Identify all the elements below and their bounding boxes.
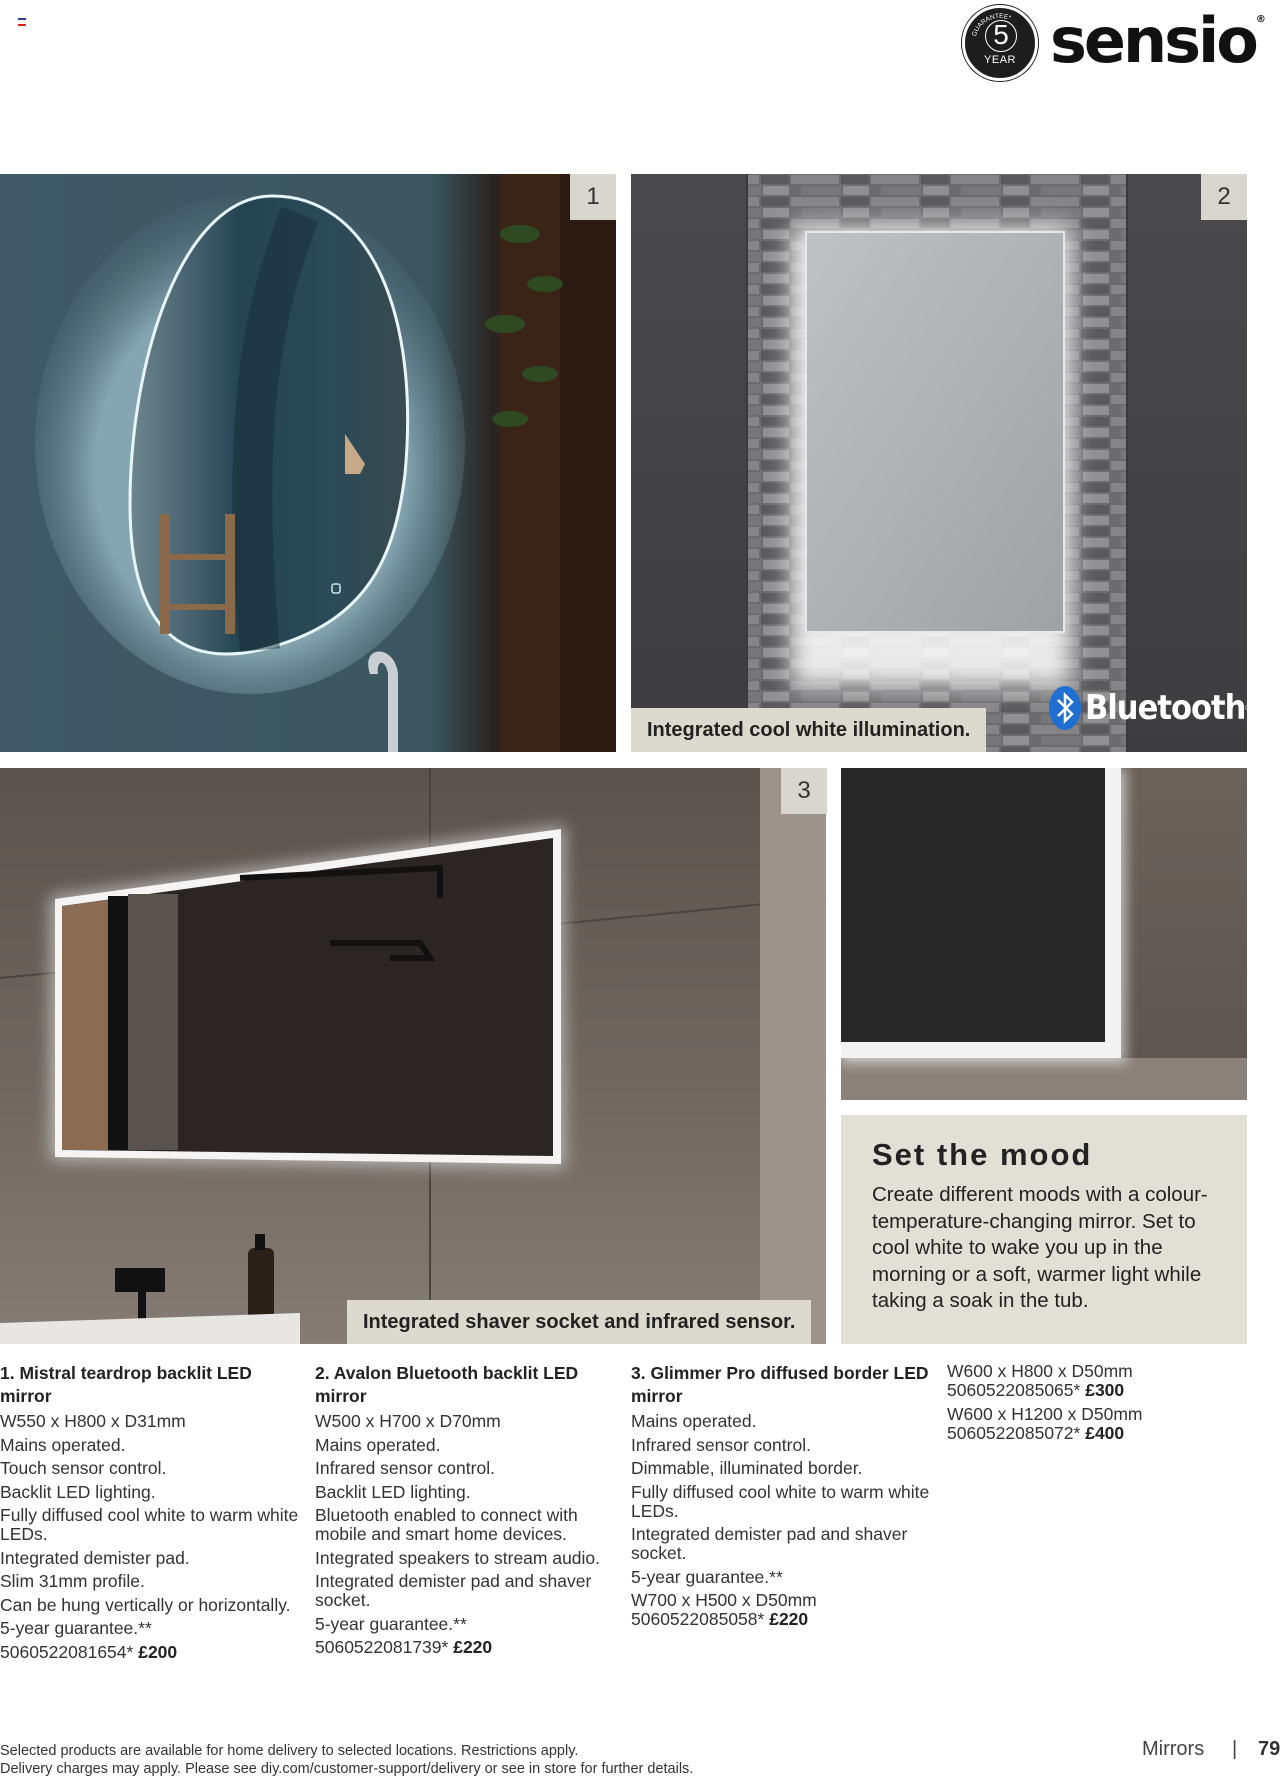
spec-line: Infrared sensor control. [631, 1434, 811, 1455]
spec-line: Slim 31mm profile. [0, 1571, 145, 1591]
spec-line: Infrared sensor control. [315, 1458, 495, 1478]
delivery-disclaimer: Selected products are available for home delivery to selected locations. Restrictions apply. Delivery charges may apply. Please see diy.com/customer-support/delivery or see in store for further details. [0, 1743, 694, 1777]
spec-line: Mains operated. [315, 1434, 441, 1455]
rectangular-mirror-illustration [631, 174, 1247, 752]
guarantee-badge [962, 5, 1038, 81]
spec-line: Touch sensor control. [0, 1458, 167, 1478]
spec-line: Backlit LED lighting. [315, 1481, 471, 1502]
product-spec-avalon [315, 1362, 615, 1662]
price: £220 [453, 1637, 493, 1657]
price: £300 [1085, 1380, 1125, 1400]
spec-line: Bluetooth enabled to connect with mobile and smart home devices. [315, 1505, 578, 1544]
product-title: 1. Mistral teardrop backlit LED mirror [0, 1363, 252, 1406]
spec-line: Integrated speakers to stream audio. [315, 1547, 601, 1568]
set-the-mood-box [841, 1115, 1247, 1344]
product-variants-glimmer-pro [947, 1362, 1247, 1447]
wide-mirror-illustration [0, 768, 826, 1344]
svg-text:GUARANTEE*: GUARANTEE* [970, 12, 1012, 38]
photo-avalon-bluetooth-mirror [631, 174, 1253, 752]
photo-caption: Integrated shaver socket and infrared sensor. [347, 1300, 811, 1344]
spec-line: Fully diffused cool white to warm white LEDs. [631, 1481, 930, 1521]
spec-line: Backlit LED lighting. [0, 1481, 156, 1502]
product-code-price: 5060522081739* £220 [315, 1637, 493, 1657]
page-number: 79 [1258, 1738, 1280, 1760]
spec-line: Integrated demister pad and shaver socket. [631, 1524, 908, 1563]
spec-line: Fully diffused cool white to warm white LEDs. [0, 1505, 299, 1544]
photo-mistral-teardrop-mirror [0, 174, 616, 752]
product-spec-mistral [0, 1362, 300, 1666]
guarantee-unit: YEAR [984, 54, 1016, 66]
spec-line: Mains operated. [0, 1434, 126, 1455]
brand-logo: sensio® [1050, 4, 1266, 77]
product-code-price: 5060522085058* £220 [631, 1609, 809, 1629]
product-code-price: 5060522081654* £200 [0, 1641, 178, 1662]
variant-size: W600 x H1200 x D50mm [947, 1403, 1143, 1424]
mirror-corner-illustration [841, 768, 1247, 1100]
spec-line: Can be hung vertically or horizontally. [0, 1594, 291, 1615]
teardrop-mirror-illustration [0, 174, 616, 752]
photo-glimmer-pro-mirror [0, 768, 826, 1344]
spec-line: Mains operated. [631, 1411, 757, 1431]
product-title: 2. Avalon Bluetooth backlit LED mirror [315, 1363, 579, 1406]
product-title: 3. Glimmer Pro diffused border LED mirror [631, 1363, 929, 1406]
mood-heading: Set the mood [872, 1137, 1093, 1172]
section-name: Mirrors [1142, 1738, 1205, 1760]
mood-body: Create different moods with a colour-temperature-changing mirror. Set to cool white to wake you up in the morning or a soft, warmer light while taking a soak in the tub. [872, 1183, 1208, 1312]
product-number-tag: 1 [570, 174, 616, 220]
product-number-tag: 2 [1201, 174, 1247, 220]
spec-line: 5-year guarantee.** [0, 1618, 152, 1638]
product-number-tag: 3 [781, 768, 827, 814]
price: £200 [138, 1641, 178, 1662]
variant-code-price: 5060522085065* £300 [947, 1380, 1125, 1400]
price: £400 [1085, 1422, 1125, 1443]
bluetooth-icon [1049, 686, 1081, 730]
guarantee-years: 5 [985, 20, 1017, 52]
spec-line: 5-year guarantee.** [631, 1566, 783, 1587]
price: £220 [769, 1609, 809, 1629]
spec-line: W500 x H700 x D70mm [315, 1411, 501, 1431]
footer-separator: | [1232, 1738, 1238, 1760]
photo-glimmer-pro-detail [841, 768, 1247, 1100]
spec-line: Dimmable, illuminated border. [631, 1458, 863, 1478]
variant-code-price: 5060522085072* £400 [947, 1422, 1125, 1443]
guarantee-ring-text [965, 8, 1035, 78]
variant-size: W600 x H800 x D50mm [947, 1361, 1133, 1381]
spec-line: 5-year guarantee.** [315, 1613, 467, 1634]
spec-line: W700 x H500 x D50mm [631, 1590, 817, 1610]
bluetooth-badge: Bluetooth ® [1049, 686, 1253, 730]
menu-icon[interactable] [18, 18, 26, 25]
product-spec-glimmer-pro [631, 1362, 931, 1634]
spec-line: W550 x H800 x D31mm [0, 1411, 186, 1431]
spec-line: Integrated demister pad and shaver socket. [315, 1571, 592, 1610]
spec-line: Integrated demister pad. [0, 1547, 190, 1568]
photo-caption: Integrated cool white illumination. [631, 708, 986, 752]
